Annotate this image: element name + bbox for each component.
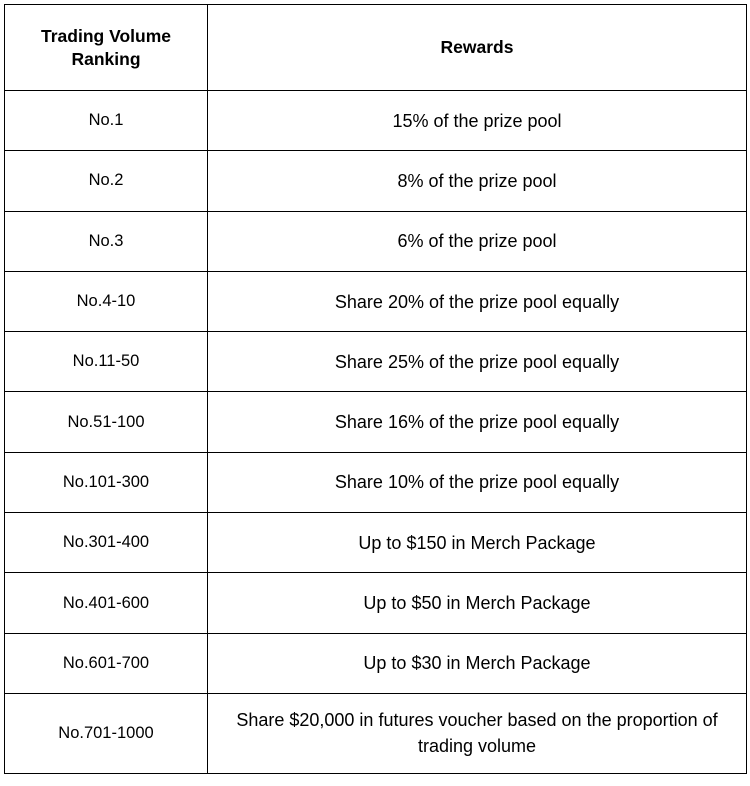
table-row — [5, 693, 747, 773]
reward-cell: Share 16% of the prize pool equally — [208, 392, 747, 452]
rank-cell: No.11-50 — [5, 332, 208, 392]
reward-cell: Up to $150 in Merch Package — [208, 513, 747, 573]
table-row — [5, 513, 747, 573]
reward-cell: Share 10% of the prize pool equally — [208, 452, 747, 512]
rank-cell: No.701-1000 — [5, 693, 208, 773]
reward-cell: Share 20% of the prize pool equally — [208, 271, 747, 331]
rank-cell: No.101-300 — [5, 452, 208, 512]
rewards-table-container — [4, 4, 746, 774]
rewards-table — [4, 4, 747, 774]
reward-cell: Share 25% of the prize pool equally — [208, 332, 747, 392]
reward-cell: 15% of the prize pool — [208, 91, 747, 151]
table-row — [5, 633, 747, 693]
header-rewards: Rewards — [208, 5, 747, 91]
rank-cell: No.601-700 — [5, 633, 208, 693]
table-row — [5, 332, 747, 392]
reward-cell: Up to $50 in Merch Package — [208, 573, 747, 633]
table-row — [5, 452, 747, 512]
header-ranking: Trading Volume Ranking — [5, 5, 208, 91]
rank-cell: No.401-600 — [5, 573, 208, 633]
reward-cell: Share $20,000 in futures voucher based on the proportion of trading volume — [208, 693, 747, 773]
rank-cell: No.2 — [5, 151, 208, 211]
rank-cell: No.301-400 — [5, 513, 208, 573]
reward-cell: 8% of the prize pool — [208, 151, 747, 211]
rank-cell: No.1 — [5, 91, 208, 151]
rank-cell: No.51-100 — [5, 392, 208, 452]
rank-cell: No.3 — [5, 211, 208, 271]
reward-cell: Up to $30 in Merch Package — [208, 633, 747, 693]
table-row — [5, 573, 747, 633]
table-row — [5, 91, 747, 151]
reward-cell: 6% of the prize pool — [208, 211, 747, 271]
table-row — [5, 211, 747, 271]
table-row — [5, 392, 747, 452]
rank-cell: No.4-10 — [5, 271, 208, 331]
table-header-row — [5, 5, 747, 91]
table-row — [5, 271, 747, 331]
table-row — [5, 151, 747, 211]
